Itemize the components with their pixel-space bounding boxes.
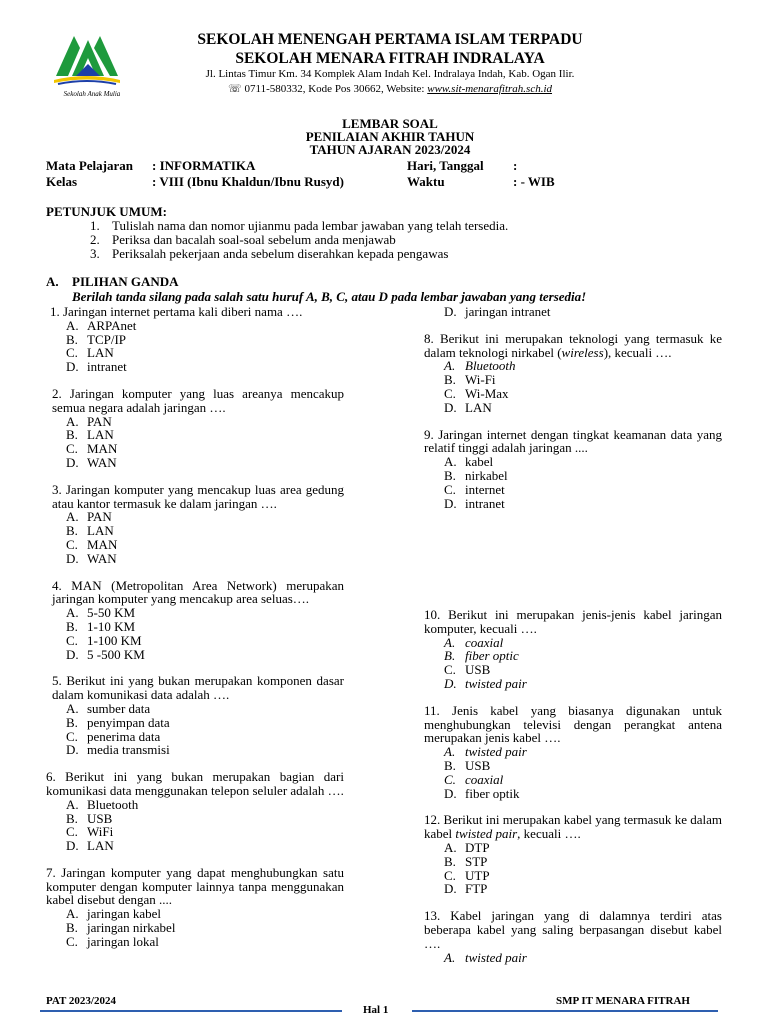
school-name-line2: SEKOLAH MENARA FITRAH INDRALAYA — [235, 50, 545, 67]
option-d[interactable]: D. fiber optik — [444, 785, 520, 801]
question — [46, 387, 344, 470]
time-label: Waktu — [407, 174, 445, 189]
school-name-line1: SEKOLAH MENENGAH PERTAMA ISLAM TERPADU — [197, 31, 583, 48]
question-column-left — [46, 305, 344, 949]
option-b[interactable]: B. TCP/IP — [66, 331, 127, 347]
option-a[interactable]: A. ARPAnet — [66, 317, 137, 333]
question-text: 12. Berikut ini merupakan kabel yang termasuk ke dalam kabel twisted pair, kecuali …. — [424, 812, 722, 842]
logo-motto: Sekolah Anak Mulia — [63, 90, 121, 98]
instruction-num: 3. — [90, 246, 100, 261]
question — [46, 579, 344, 662]
academic-year: TAHUN AJARAN 2023/2024 — [309, 142, 471, 157]
option-b[interactable]: B. penyimpan data — [66, 714, 170, 730]
question — [46, 770, 344, 853]
option-d[interactable]: D. FTP — [444, 881, 488, 897]
subject-label: Mata Pelajaran — [46, 158, 134, 173]
option-a[interactable]: A. PAN — [66, 413, 112, 429]
question-text: 2. Jaringan komputer yang luas areanya mencakup semua negara adalah jaringan …. — [52, 385, 344, 415]
exam-name: PENILAIAN AKHIR TAHUN — [305, 129, 475, 144]
question — [424, 909, 722, 964]
option-b[interactable]: B. jaringan nirkabel — [66, 920, 176, 936]
option-b[interactable]: B. STP — [444, 853, 488, 869]
day-label: Hari, Tanggal — [407, 158, 484, 173]
question — [424, 813, 722, 896]
day-value: : — [513, 158, 518, 173]
school-logo — [48, 26, 126, 98]
section-letter: A. — [46, 274, 59, 289]
question-text: 5. Berikut ini yang bukan merupakan komponen dasar dalam komunikasi data adalah …. — [52, 673, 344, 703]
option-d[interactable]: D. WAN — [66, 454, 117, 470]
phone-text: 0711-580332, Kode Pos 30662, Website: — [244, 83, 428, 95]
option-b[interactable]: B. USB — [66, 810, 113, 826]
header-rule — [46, 100, 722, 101]
time-value: : - WIB — [513, 174, 555, 189]
option-d[interactable]: D. LAN — [66, 838, 114, 854]
page-number: Hal 1 — [363, 1004, 389, 1016]
option-d[interactable]: D. WAN — [66, 550, 117, 566]
option-d[interactable]: D. jaringan intranet — [444, 304, 551, 319]
option-c[interactable]: C. MAN — [66, 536, 118, 552]
option-b[interactable]: B. USB — [444, 757, 491, 773]
footer-line-left — [40, 1010, 342, 1012]
section-instruction: Berilah tanda silang pada salah satu huruf A, B, C, atau D pada lembar jawaban yang tersedia! — [72, 289, 587, 304]
option-a[interactable]: A. coaxial — [444, 634, 504, 650]
question-text: 7. Jaringan komputer yang dapat menghubungkan satu komputer dengan komputer lainnya tanpa menggunakan kabel disebut dengan .... — [46, 864, 344, 908]
option-d[interactable]: D. LAN — [444, 399, 492, 415]
question — [46, 674, 344, 757]
option-d[interactable]: D. intranet — [444, 495, 505, 511]
option-b[interactable]: B. LAN — [66, 523, 114, 539]
instruction-text: Periksalah pekerjaan anda sebelum diserahkan kepada pengawas — [112, 246, 449, 261]
option-b[interactable]: B. Wi-Fi — [444, 372, 496, 388]
footer-line-right — [412, 1010, 718, 1012]
option-d[interactable]: D. intranet — [66, 359, 127, 375]
option-c[interactable]: C. penerima data — [66, 728, 161, 744]
doc-title: LEMBAR SOAL — [342, 116, 438, 131]
question — [424, 428, 722, 511]
class-label: Kelas — [46, 174, 78, 189]
question-text: 11. Jenis kabel yang biasanya digunakan untuk menghubungkan televisi dengan perangkat antena merupakan jenis kabel …. — [424, 702, 722, 746]
question-text: 13. Kabel jaringan yang di dalamnya terdiri atas beberapa kabel yang saling berpasangan disebut kabel …. — [424, 908, 722, 951]
option-a[interactable]: A. jaringan kabel — [66, 906, 161, 922]
question-text: 4. MAN (Metropolitan Area Network) merupakan jaringan komputer yang mencakup area seluas…. — [52, 577, 344, 607]
option-c[interactable]: C. MAN — [66, 441, 118, 457]
question-column-right — [424, 305, 722, 510]
footer-left: PAT 2023/2024 — [46, 995, 116, 1007]
option-b[interactable]: B. 1-10 KM — [66, 618, 136, 634]
question — [424, 332, 722, 415]
class-value: : VIII (Ibnu Khaldun/Ibnu Rusyd) — [152, 174, 344, 189]
option-d[interactable]: D. twisted pair — [444, 675, 527, 691]
instructions-heading: PETUNJUK UMUM: — [46, 204, 167, 219]
option-c[interactable]: C. jaringan lokal — [66, 933, 159, 949]
option-a[interactable]: A. twisted pair — [444, 744, 527, 760]
question-text: 10. Berikut ini merupakan jenis-jenis kabel jaringan komputer, kecuali …. — [424, 607, 722, 636]
option-c[interactable]: C. Wi-Max — [444, 385, 509, 401]
school-address: Jl. Lintas Timur Km. 34 Komplek Alam Indah Kel. Indralaya Indah, Kab. Ogan Ilir. — [205, 68, 575, 80]
option-a[interactable]: A. PAN — [66, 509, 112, 525]
phone-icon: ☏ — [227, 83, 242, 95]
option-b[interactable]: B. nirkabel — [444, 467, 508, 483]
instruction-text: Periksa dan bacalah soal-soal sebelum anda menjawab — [112, 232, 396, 247]
option-b[interactable]: B. fiber optic — [444, 648, 519, 664]
question-text: 3. Jaringan komputer yang mencakup luas area gedung atau kantor termasuk ke dalam jaringan …. — [52, 481, 344, 511]
instruction-text: Tulislah nama dan nomor ujianmu pada lembar jawaban yang telah tersedia. — [112, 218, 509, 233]
instruction-num: 1. — [90, 218, 100, 233]
option-d[interactable]: D. 5 -500 KM — [66, 646, 145, 662]
option-a[interactable]: A. twisted pair — [444, 949, 527, 965]
question-text: 6. Berikut ini yang bukan merupakan bagian dari komunikasi data menggunakan telepon seluler adalah …. — [46, 769, 344, 798]
option-c[interactable]: C. LAN — [66, 345, 114, 361]
instruction-num: 2. — [90, 232, 100, 247]
instruction-item — [90, 246, 448, 262]
option-a[interactable]: A. sumber data — [66, 700, 151, 716]
option-a[interactable]: A. Bluetooth — [444, 358, 516, 374]
option-b[interactable]: B. LAN — [66, 427, 114, 443]
option-a[interactable]: A. kabel — [444, 454, 494, 470]
question — [46, 866, 344, 949]
question — [46, 483, 344, 566]
option-c[interactable]: C. WiFi — [66, 824, 114, 840]
option-a[interactable]: A. 5-50 KM — [66, 605, 136, 621]
footer-right: SMP IT MENARA FITRAH — [556, 995, 690, 1007]
school-logo-icon — [48, 26, 126, 98]
website-link[interactable]: www.sit-menarafitrah.sch.id — [427, 83, 553, 95]
question-text: 8. Berikut ini merupakan teknologi yang termasuk ke dalam teknologi nirkabel (wireless), kecuali …. — [424, 330, 722, 360]
question — [424, 608, 722, 691]
subject-value: : INFORMATIKA — [152, 158, 256, 173]
option-a[interactable]: A. DTP — [444, 839, 490, 855]
question — [424, 704, 722, 801]
section-title: PILIHAN GANDA — [72, 274, 179, 289]
school-contact — [120, 82, 660, 95]
question-text: 1. Jaringan internet pertama kali diberi nama …. — [50, 304, 303, 319]
option-c[interactable]: C. coaxial — [444, 771, 504, 787]
option-d[interactable]: D. media transmisi — [66, 742, 170, 758]
option-a[interactable]: A. Bluetooth — [66, 796, 139, 812]
option-c[interactable]: C. USB — [444, 662, 491, 678]
option-c[interactable]: C. UTP — [444, 867, 490, 883]
question-column-right-lower — [424, 608, 722, 964]
question — [46, 305, 344, 374]
question-text: 9. Jaringan internet dengan tingkat keamanan data yang relatif tinggi adalah jaringan .... — [424, 426, 722, 456]
option-c[interactable]: C. internet — [444, 481, 505, 497]
option-c[interactable]: C. 1-100 KM — [66, 632, 142, 648]
